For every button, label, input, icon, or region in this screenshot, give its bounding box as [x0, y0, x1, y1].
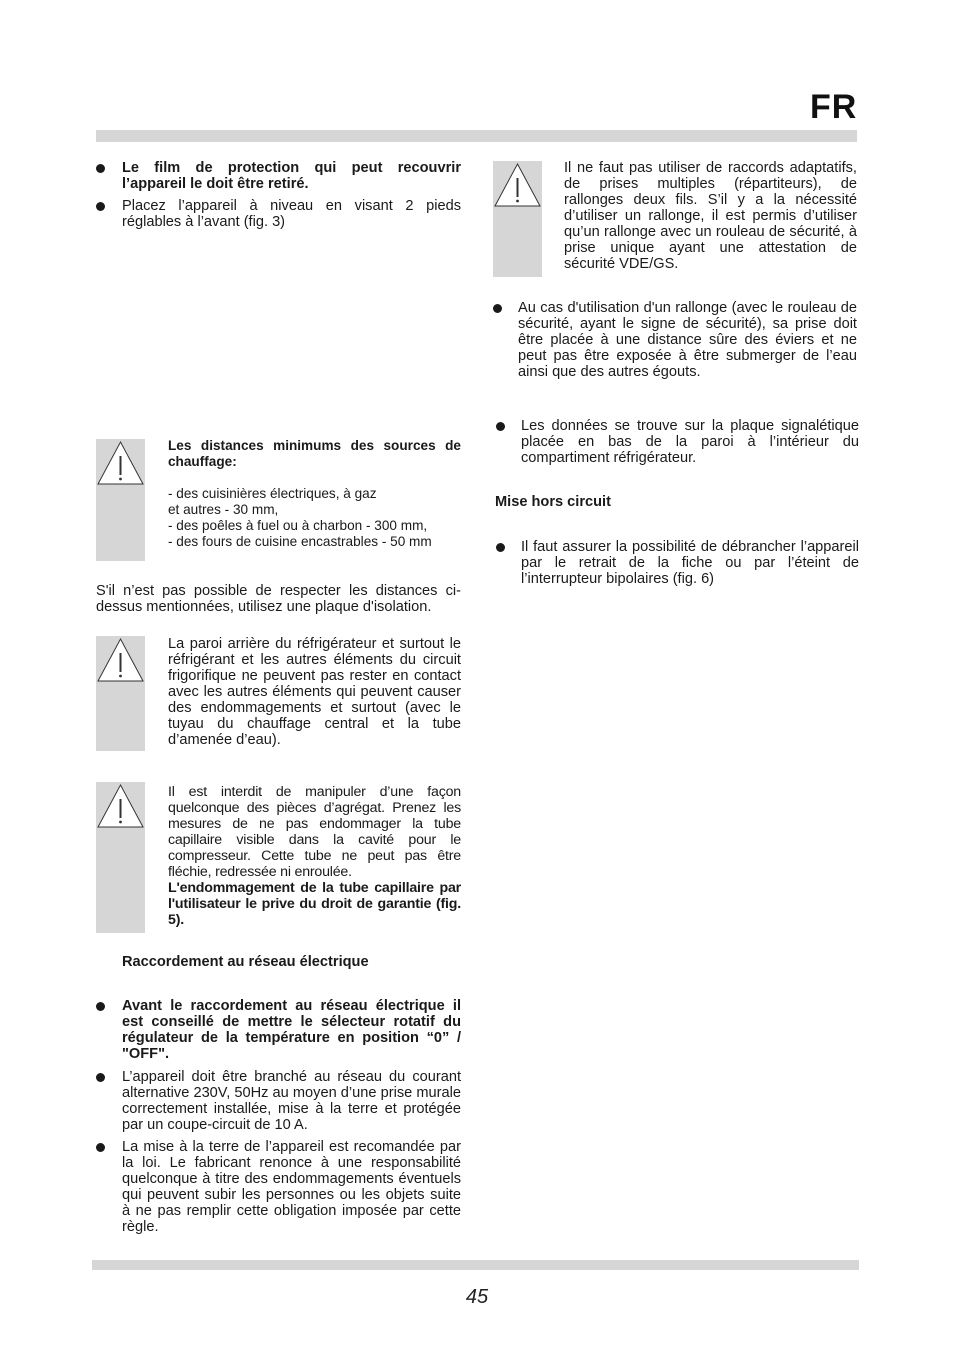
- isolation-text: S'il n’est pas possible de respecter les distances ci-dessus mentionnées, utilisez une plaque d'isolation.: [96, 583, 461, 615]
- warning-box: [96, 782, 145, 933]
- warning-capillary-bold: L'endommagement de la tube capillaire par l'utilisateur le prive du droit de garantie (fig. 5).: [168, 880, 461, 928]
- warning-triangle-icon: [493, 161, 542, 211]
- warning-capillary-text: Il est interdit de manipuler d’une façon quelconque des pièces d’agrégat. Prenez les mesures de ne pas endommager la tube capillaire visible dans la cavité pour le compresseur. Cette tube ne peut pas être fléchie, redressée ni enroulée.: [168, 784, 461, 880]
- header-bar: [96, 130, 857, 142]
- bullet-icon: [96, 202, 105, 211]
- bullet-text: Le film de protection qui peut recouvrir l’appareil le doit être retiré.: [122, 160, 461, 192]
- bullet-text: Avant le raccordement au réseau électrique il est conseillé de mettre le sélecteur rotatif du régulateur de la température en position “0” / "OFF".: [122, 998, 461, 1062]
- footer-bar: [92, 1260, 859, 1270]
- bullet-icon: [496, 422, 505, 431]
- warning-wall-text: La paroi arrière du réfrigérateur et surtout le réfrigérant et les autres éléments du circuit frigorifique ne peuvent pas rester en contact avec les autres éléments qui peuvent causer des endommagements et surtout (avec le tuyau du chauffage central et la tube d’amenée d’eau).: [168, 636, 461, 748]
- list-item: [493, 300, 857, 380]
- section-title: Mise hors circuit: [495, 494, 611, 510]
- bullet-text: Il faut assurer la possibilité de débrancher l’appareil par le retrait de la fiche ou par l’éteint de l’interrupteur bipolaires (fig. 6): [521, 539, 859, 587]
- warning-triangle-icon: [96, 782, 145, 832]
- distance-line: - des fours de cuisine encastrables - 50 mm: [168, 534, 432, 549]
- page-number: 45: [465, 1286, 489, 1308]
- list-item: [96, 998, 461, 1062]
- warning-capillary: [168, 784, 461, 928]
- warning-triangle-icon: [96, 439, 145, 489]
- bullet-text: Placez l’appareil à niveau en visant 2 pieds réglables à l’avant (fig. 3): [122, 198, 461, 230]
- warning-box: [96, 439, 145, 561]
- bullet-text: L’appareil doit être branché au réseau du courant alternative 230V, 50Hz au moyen d’une prise murale correctement installée, mise à la terre et protégée par un coupe-circuit de 10 A.: [122, 1069, 461, 1133]
- bullet-icon: [96, 1002, 105, 1011]
- bullet-text: Au cas d'utilisation d'un rallonge (avec le rouleau de sécurité, ayant le signe de sécurité), sa prise doit être placée à une distance sûre des éviers et ne peut pas être exposée à être submerger de l’eau ainsi que des autres égouts.: [518, 300, 857, 380]
- list-item: [96, 198, 461, 230]
- list-item: [96, 160, 461, 192]
- warning-distances: [168, 438, 461, 550]
- distance-line: et autres - 30 mm,: [168, 502, 279, 517]
- distance-line: - des poêles à fuel ou à charbon - 300 mm,: [168, 518, 428, 533]
- list-item: [496, 539, 859, 587]
- list-item: [96, 1069, 461, 1133]
- bullet-icon: [96, 164, 105, 173]
- warning-adapters-text: Il ne faut pas utiliser de raccords adaptatifs, de prises multiples (répartiteurs), de rallonges deux fils. S’il y a la nécessité d’utiliser un rallonge, il est permis d’utiliser qu’un rallonge avec un rouleau de sécurité, à prise unique ayant une attestation de sécurité VDE/GS.: [564, 160, 857, 272]
- bullet-icon: [96, 1143, 105, 1152]
- warning-box: [493, 161, 542, 277]
- section-title: Raccordement au réseau électrique: [122, 954, 369, 970]
- bullet-text: La mise à la terre de l’appareil est recomandée par la loi. Le fabricant renonce à une responsabilité quelconque à titre des endommagements éventuels qui peuvent subir les personnes ou les objets suite à ne pas remplir cette obligation imposée par cette règle.: [122, 1139, 461, 1235]
- warning-box: [96, 636, 145, 751]
- warning-triangle-icon: [96, 636, 145, 686]
- bullet-icon: [96, 1073, 105, 1082]
- warning-title: Les distances minimums des sources de chauffage:: [168, 438, 461, 469]
- list-item: [96, 1139, 461, 1235]
- distance-line: - des cuisinières électriques, à gaz: [168, 486, 377, 501]
- bullet-text: Les données se trouve sur la plaque signalétique placée en bas de la paroi à l’intérieur du compartiment réfrigérateur.: [521, 418, 859, 466]
- language-code: FR: [810, 88, 858, 126]
- bullet-icon: [493, 304, 502, 313]
- list-item: [496, 418, 859, 466]
- bullet-icon: [496, 543, 505, 552]
